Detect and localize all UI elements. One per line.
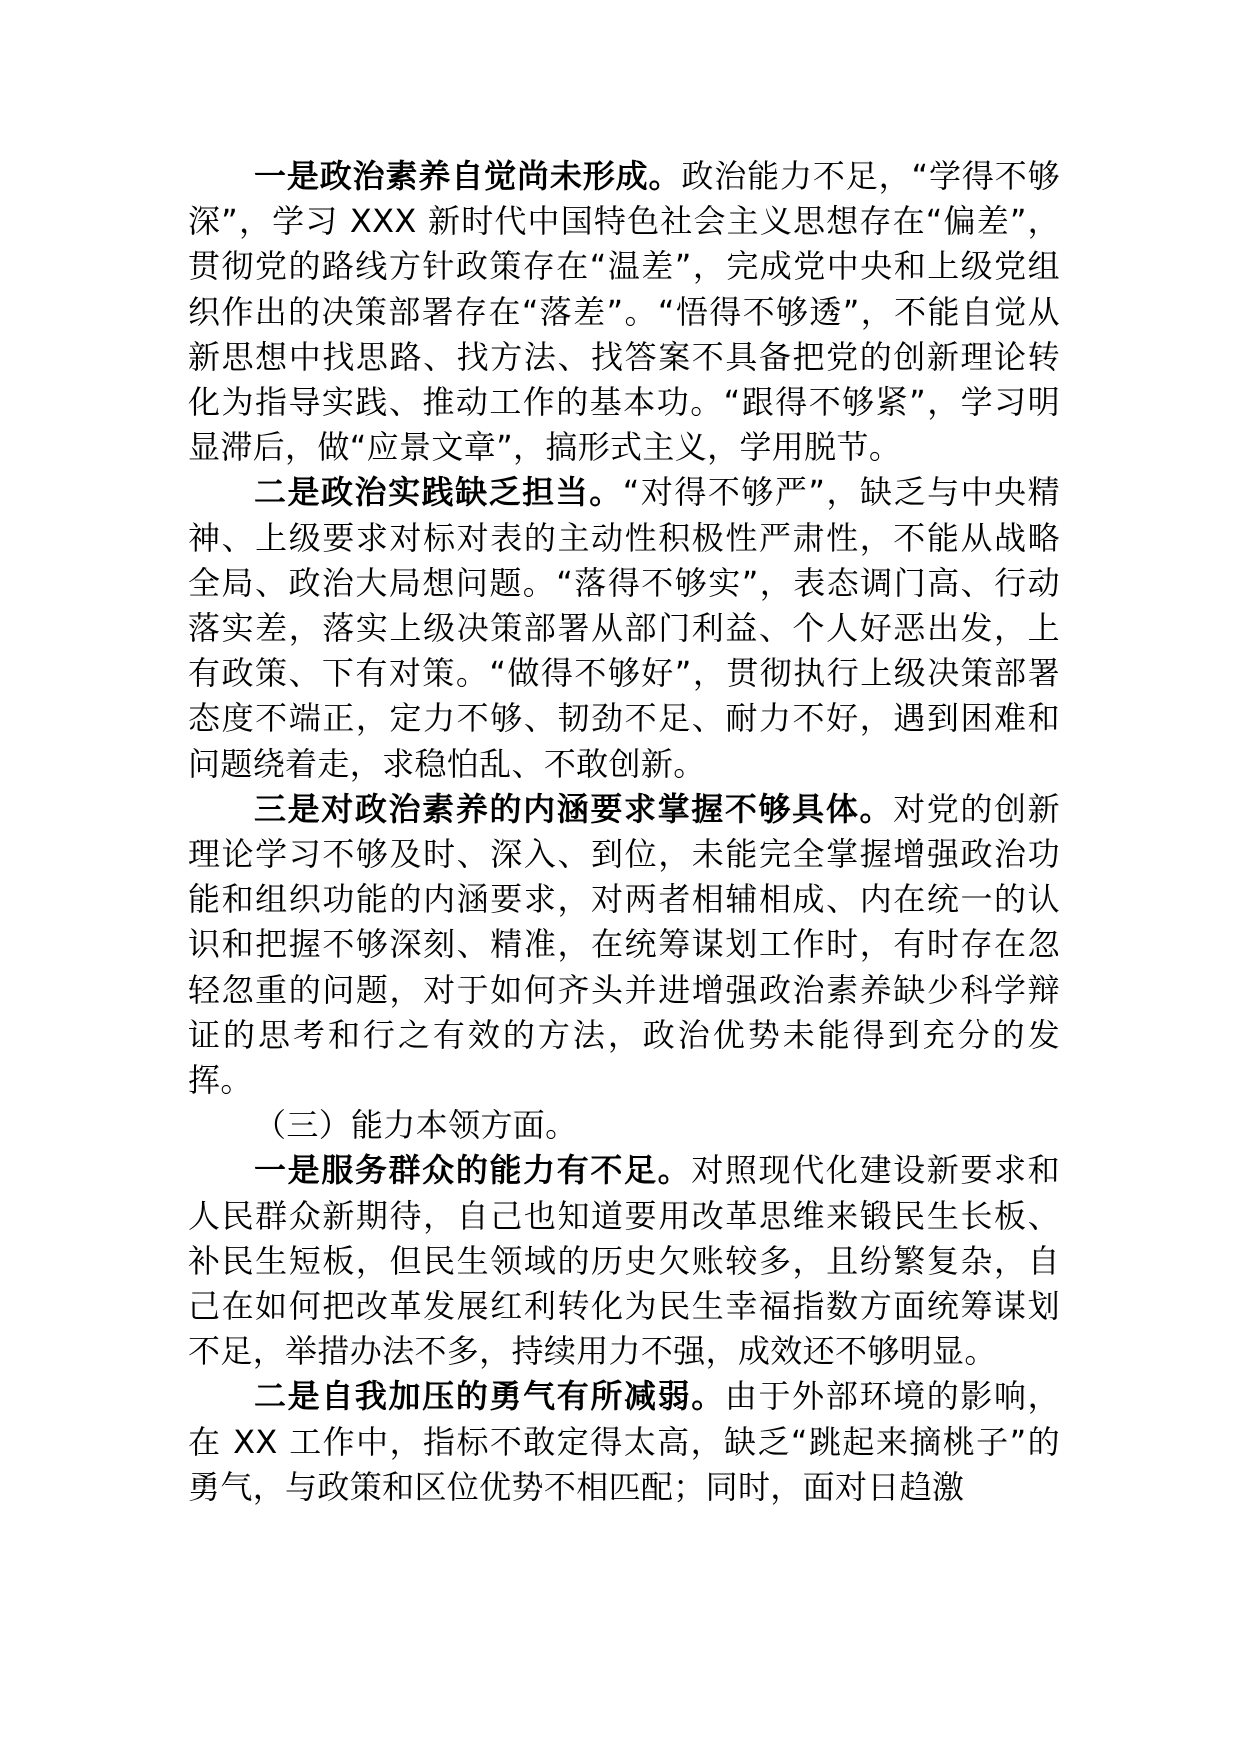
paragraph-self-pressure <box>188 1374 1060 1510</box>
paragraph-heading: 二是政治实践缺乏担当。 <box>254 473 623 512</box>
paragraph-body: 对党的创新理论学习不够及时、深入、到位，未能完全掌握增强政治功能和组织功能的内涵要求，对两者相辅相成、内在统一的认识和把握不够深刻、精准，在统筹谋划工作时，有时存在忽轻忽重的问题，对于如何齐头并进增强政治素养缺少科学辩证的思考和行之有效的方法，政治优势未能得到充分的发挥。 <box>188 789 1060 1100</box>
paragraph-political-literacy <box>188 154 1060 470</box>
paragraph-heading: 三是对政治素养的内涵要求掌握不够具体。 <box>254 789 894 828</box>
subheading-text: （三）能力本领方面。 <box>254 1106 578 1145</box>
paragraph-serving-masses <box>188 1148 1060 1374</box>
document-page <box>188 154 1060 1510</box>
paragraph-heading: 一是政治素养自觉尚未形成。 <box>254 157 682 195</box>
section-subheading <box>188 1103 1060 1148</box>
paragraph-heading: 二是自我加压的勇气有所减弱。 <box>254 1377 725 1416</box>
paragraph-body: 对照现代化建设新要求和人民群众新期待，自己也知道要用改革思维来锻民生长板、补民生短板，但民生领域的历史欠账较多，且纷繁复杂，自己在如何把改革发展红利转化为民生幸福指数方面统筹谋划不足，举措办法不多，持续用力不强，成效还不够明显。 <box>188 1151 1060 1371</box>
paragraph-connotation-requirements <box>188 787 1060 1103</box>
paragraph-heading: 一是服务群众的能力有不足。 <box>254 1151 692 1190</box>
paragraph-political-practice <box>188 470 1060 786</box>
paragraph-body: 政治能力不足，“学得不够深”，学习 XXX 新时代中国特色社会主义思想存在“偏差”，贯彻党的路线方针政策存在“温差”，完成党中央和上级党组织作出的决策部署存在“落差”。“悟得不够透”，不能自觉从新思想中找思路、找方法、找答案不具备把党的创新理论转化为指导实践、推动工作的基本功。“跟得不够紧”，学习明显滞后，做“应景文章”，搞形式主义，学用脱节。 <box>188 157 1060 467</box>
paragraph-body: 由于外部环境的影响，在 XX 工作中，指标不敢定得太高，缺乏“跳起来摘桃子”的勇气，与政策和区位优势不相匹配；同时，面对日趋激 <box>188 1377 1060 1506</box>
paragraph-body: “对得不够严”，缺乏与中央精神、上级要求对标对表的主动性积极性严肃性，不能从战略全局、政治大局想问题。“落得不够实”，表态调门高、行动落实差，落实上级决策部署从部门利益、个人好恶出发，上有政策、下有对策。“做得不够好”，贯彻执行上级决策部署态度不端正，定力不够、韧劲不足、耐力不好，遇到困难和问题绕着走，求稳怕乱、不敢创新。 <box>188 473 1061 783</box>
